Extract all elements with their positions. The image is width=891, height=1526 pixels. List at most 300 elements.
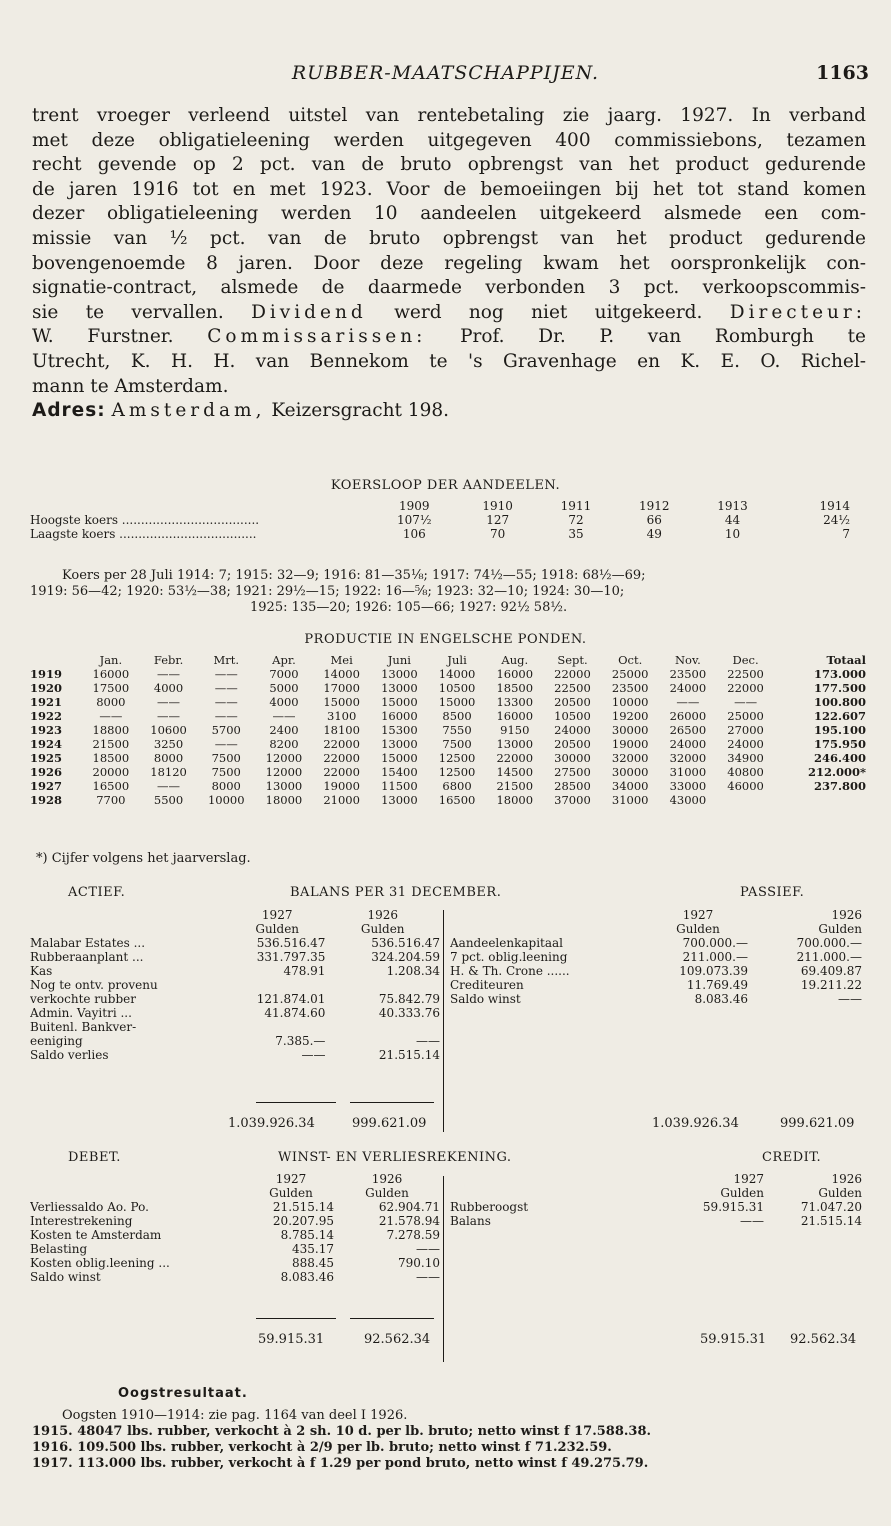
table-cell: 12000 (265, 765, 303, 779)
table-cell: 7700 (96, 793, 126, 807)
column-header: Sept. (557, 653, 588, 667)
table-cell: 20000 (92, 765, 130, 779)
ledger-label: Malabar Estates ... (30, 936, 146, 950)
column-header: Totaal (826, 653, 866, 667)
table-cell: 16000 (496, 667, 534, 681)
table-row (30, 681, 866, 695)
koers-note: Koers per 28 Juli 1914: 7; 1915: 32—9; 1916: 81—35⅛; 1917: 74½—55; 1918: 68½—69; (62, 568, 646, 583)
year-header: 1910 (482, 499, 513, 513)
table-cell: 10500 (554, 709, 591, 723)
ledger-label: Interestrekening (30, 1214, 133, 1228)
table-cell: 30000 (611, 765, 649, 779)
table-cell: 10500 (438, 681, 476, 695)
column-header: Mrt. (213, 653, 240, 667)
total-rule (350, 1102, 434, 1103)
table-cell: 195.100 (813, 723, 866, 737)
ledger-row (450, 1200, 862, 1214)
row-label: Hoogste koers .................................... (30, 513, 260, 527)
table-cell: 31000 (611, 793, 649, 807)
ledger-row (30, 1006, 440, 1020)
year-header: 1913 (717, 499, 748, 513)
table-cell: 5000 (269, 681, 299, 695)
table-cell: 17500 (92, 681, 130, 695)
table-cell: 37000 (554, 793, 591, 807)
ledger-value-1926: 324.204.59 (371, 950, 440, 964)
ledger-value-1926: —— (838, 992, 862, 1006)
table-cell: 16000 (92, 667, 130, 681)
column-header: Dec. (732, 653, 759, 667)
table-cell: —— (157, 695, 181, 709)
ledger-row (450, 936, 862, 950)
table-cell: 212.000* (807, 765, 866, 779)
ledger-value-1927: 41.874.60 (264, 1006, 326, 1020)
ledger-label: Buitenl. Bankver- (30, 1020, 137, 1034)
ledger-label: Verliessaldo Ao. Po. (30, 1200, 149, 1214)
ledger-label: Admin. Vayitri ... (30, 1006, 132, 1020)
ledger-value-1926: 21.515.14 (378, 1048, 440, 1062)
production-footnote: *) Cijfer volgens het jaarverslag. (36, 851, 251, 866)
ledger-label: Balans (450, 1214, 491, 1228)
table-cell (774, 793, 866, 807)
winst-right-label: CREDIT. (762, 1150, 822, 1165)
ledger-value-1927: 8.083.46 (694, 992, 748, 1006)
table-cell: 7500 (211, 751, 241, 765)
table-cell: 18000 (265, 793, 303, 807)
koersloop-title: KOERSLOOP DER AANDEELEN. (330, 478, 561, 493)
column-header: Oct. (618, 653, 643, 667)
koersloop-header-row (30, 499, 850, 513)
table-cell: 26500 (669, 723, 707, 737)
winst-total-1927-right: 59.915.31 (700, 1332, 767, 1347)
row-year: 1924 (30, 737, 63, 751)
row-year: 1920 (30, 681, 63, 695)
ledger-row (30, 950, 440, 964)
ledger-row (30, 1034, 440, 1048)
ledger-value-1926: —— (416, 1242, 440, 1256)
table-row (30, 737, 866, 751)
paragraph-line: W. Furstner. Commissarissen: Prof. Dr. P. van Romburgh te (32, 326, 866, 348)
table-cell: 14000 (323, 667, 360, 681)
table-cell: 24000 (669, 737, 707, 751)
ledger-value-1926: 7.278.59 (386, 1228, 440, 1242)
row-year: 1919 (30, 667, 63, 681)
koers-note: 1925: 135—20; 1926: 105—66; 1927: 92½ 58½. (250, 600, 568, 615)
table-cell: 22000 (323, 737, 360, 751)
table-cell: 2400 (269, 723, 299, 737)
ledger-value-1927: 109.073.39 (679, 964, 748, 978)
table-cell: 22000 (323, 765, 360, 779)
ledger-value-1927: 20.207.95 (272, 1214, 334, 1228)
ledger-value-1927: 11.769.49 (686, 978, 748, 992)
table-cell: —— (272, 709, 296, 723)
balans-passief-table: 1927 1926 Gulden Gulden Aandeelenkapitaal 700.000.— 700.000.— 7 pct. oblig.leening 211.000.— 211.000.— H. & Th. Crone ...... 109.073.39 69.409.87 Crediteuren 11.769.49 19.211.22 Saldo winst 8.083.46 —— (450, 908, 862, 1006)
row-year: 1928 (30, 793, 63, 807)
table-cell: 11500 (381, 779, 418, 793)
balans-total-1927-left: 1.039.926.34 (228, 1116, 315, 1131)
table-row (30, 695, 866, 709)
table-cell: 31000 (669, 765, 707, 779)
ledger-label: 7 pct. oblig.leening (450, 950, 568, 964)
ledger-label: verkochte rubber (30, 992, 136, 1006)
table-cell: 8000 (153, 751, 184, 765)
table-cell: 18800 (92, 723, 130, 737)
table-cell: 46000 (727, 779, 764, 793)
table-cell: 14000 (438, 667, 476, 681)
ledger-row (450, 964, 862, 978)
ledger-value-1927: 435.17 (292, 1242, 334, 1256)
oogst-line: 1916. 109.500 lbs. rubber, verkocht à 2/9 per lb. bruto; netto winst f 71.232.59. (32, 1440, 612, 1455)
production-header-row (30, 653, 866, 667)
ledger-row (30, 1270, 440, 1284)
address-label: Adres: (32, 400, 106, 422)
table-cell: 6800 (442, 779, 472, 793)
paragraph-line: met deze obligatieleening werden uitgegeven 400 commissiebons, tezamen (32, 129, 866, 151)
winst-total-1926-left: 92.562.34 (364, 1332, 431, 1347)
year-header: 1909 (398, 499, 430, 513)
ledger-label: Rubberoogst (450, 1200, 529, 1214)
balans-right-label: PASSIEF. (740, 885, 805, 900)
table-row (30, 779, 866, 793)
table-cell: 34000 (611, 779, 649, 793)
table-cell: 22000 (554, 667, 591, 681)
ledger-value-1926: 19.211.22 (800, 978, 862, 992)
ledger-label: Aandeelenkapitaal (450, 936, 564, 950)
table-cell: 175.950 (813, 737, 866, 751)
ledger-value-1926: —— (416, 1034, 440, 1048)
oogst-line: 1915. 48047 lbs. rubber, verkocht à 2 sh. 10 d. per lb. bruto; netto winst f 17.588.38. (32, 1424, 652, 1439)
table-cell: —— (157, 779, 181, 793)
ledger-value-1926: 700.000.— (796, 936, 862, 950)
table-cell: 5500 (153, 793, 184, 807)
table-cell: 7500 (211, 765, 241, 779)
ledger-row (30, 1256, 440, 1270)
table-cell: 27000 (727, 723, 764, 737)
row-year: 1922 (30, 709, 63, 723)
paragraph-line: missie van ½ pct. van de bruto opbrengst van het product gedurende (32, 227, 866, 249)
table-cell: 8000 (96, 695, 126, 709)
table-cell: 34900 (727, 751, 764, 765)
table-cell: —— (214, 695, 238, 709)
column-divider (443, 1176, 444, 1362)
table-cell: 43000 (669, 793, 707, 807)
koers-note: 1919: 56—42; 1920: 53½—38; 1921: 29½—15; 1922: 16—⅝; 1923: 32—10; 1924: 30—10; (30, 584, 625, 599)
table-cell: 15300 (381, 723, 418, 737)
ledger-label: Saldo verlies (30, 1048, 109, 1062)
paragraph-line: bovengenoemde 8 jaren. Door deze regeling kwam het oorspronkelijk con- (32, 252, 866, 274)
table-cell: 8500 (442, 709, 472, 723)
table-cell: —— (157, 709, 181, 723)
table-cell: 18000 (496, 793, 534, 807)
ledger-value-1926: 21.515.14 (800, 1214, 862, 1228)
table-row (30, 667, 866, 681)
column-header: Juni (387, 653, 411, 667)
ledger-value-1926: 71.047.20 (800, 1200, 862, 1214)
column-header: Apr. (272, 653, 296, 667)
ledger-label: Rubberaanplant ... (30, 950, 144, 964)
table-cell: 15000 (381, 695, 418, 709)
ledger-value-1926: 62.904.71 (378, 1200, 440, 1214)
balans-total-1926-right: 999.621.09 (780, 1116, 855, 1131)
ledger-value-1926: 75.842.79 (378, 992, 440, 1006)
ledger-label: Kosten oblig.leening ... (30, 1256, 170, 1270)
ledger-row (450, 992, 862, 1006)
table-cell: 25000 (727, 709, 764, 723)
address-line: Adres: Amsterdam, Keizersgracht 198. (32, 400, 450, 422)
table-cell: 7550 (442, 723, 472, 737)
table-cell: 15400 (381, 765, 418, 779)
oogst-line: 1917. 113.000 lbs. rubber, verkocht à f 1.29 per pond bruto, netto winst f 49.275.79. (32, 1456, 649, 1471)
table-cell: 40800 (727, 765, 764, 779)
row-year: 1923 (30, 723, 63, 737)
column-header: Mei (330, 653, 353, 667)
table-cell: 16000 (496, 709, 534, 723)
table-cell: 10000 (611, 695, 649, 709)
paragraph-line: signatie-contract, alsmede de daarmede verbonden 3 pct. verkoopscommis- (32, 277, 866, 299)
ledger-label: Nog te ontv. provenu (30, 978, 158, 992)
ledger-label: H. & Th. Crone ...... (450, 964, 570, 978)
table-cell: 21000 (323, 793, 360, 807)
ledger-value-1927: 700.000.— (682, 936, 748, 950)
table-cell: 13000 (381, 681, 418, 695)
table-cell: 13000 (381, 793, 418, 807)
table-cell: 18500 (92, 751, 130, 765)
ledger-value-1927: 59.915.31 (702, 1200, 764, 1214)
table-cell: 13000 (265, 779, 303, 793)
table-cell: 8000 (211, 779, 241, 793)
table-cell: 30000 (554, 751, 591, 765)
column-header: Juli (447, 653, 467, 667)
table-cell: 13000 (381, 737, 418, 751)
ledger-value-1926: 69.409.87 (800, 964, 862, 978)
paragraph-line: mann te Amsterdam. (32, 375, 229, 397)
table-cell: 7000 (269, 667, 299, 681)
table-cell: —— (99, 709, 123, 723)
table-cell: 15000 (381, 751, 418, 765)
ledger-value-1926 (325, 978, 440, 992)
table-cell: 14500 (496, 765, 534, 779)
table-cell: 23500 (611, 681, 649, 695)
ledger-row (30, 978, 440, 992)
table-cell: 16500 (92, 779, 130, 793)
ledger-value-1927: 8.785.14 (280, 1228, 334, 1242)
table-cell: 177.500 (813, 681, 866, 695)
year-header: 1912 (638, 499, 670, 513)
company-description (32, 104, 866, 424)
ledger-value-1927: 331.797.35 (256, 950, 326, 964)
ledger-value-1926: 790.10 (398, 1256, 440, 1270)
ledger-row (450, 950, 862, 964)
paragraph-line: trent vroeger verleend uitstel van rentebetaling zie jaarg. 1927. In verband (32, 105, 866, 126)
ledger-row (30, 1020, 440, 1034)
table-cell: 25000 (611, 667, 649, 681)
table-cell: —— (734, 695, 758, 709)
ledger-row (30, 992, 440, 1006)
ledger-label: Belasting (30, 1242, 88, 1256)
table-cell: 22000 (727, 681, 764, 695)
table-cell: 32000 (669, 751, 707, 765)
oogst-heading: Oogstresultaat. (118, 1386, 248, 1401)
table-cell: 18500 (496, 681, 534, 695)
winst-title: WINST- EN VERLIESREKENING. (278, 1150, 512, 1165)
table-cell: 173.000 (813, 667, 866, 681)
table-cell: 13300 (496, 695, 534, 709)
column-divider (443, 910, 444, 1132)
ledger-value-1926 (325, 1020, 440, 1034)
row-year: 1921 (30, 695, 63, 709)
productie-title: PRODUCTIE IN ENGELSCHE PONDEN. (304, 632, 587, 647)
table-cell: 16500 (438, 793, 476, 807)
debet-table: 1927 1926 Gulden Gulden Verliessaldo Ao. Po. 21.515.14 62.904.71 Interestrekening 20.207.95 21.578.94 Kosten te Amsterdam 8.785.14 7.278.59 Belasting 435.17 —— Kosten oblig.leening ... 888.45 790.10 Saldo winst 8.083.46 —— (30, 1172, 440, 1284)
table-row: Hoogste koers .................................... 107½ 127 72 66 44 24½ (30, 513, 850, 527)
table-cell: 15000 (438, 695, 476, 709)
ledger-row (30, 1242, 440, 1256)
table-row: Laagste koers .................................... 106 70 35 49 10 7 (30, 527, 850, 541)
table-row (30, 709, 866, 723)
ledger-value-1926: 21.578.94 (378, 1214, 440, 1228)
ledger-value-1926: —— (416, 1270, 440, 1284)
table-cell: 32000 (611, 751, 649, 765)
paragraph-line: recht gevende op 2 pct. van de bruto opbrengst van het product gedurende (32, 154, 866, 176)
winst-total-1927-left: 59.915.31 (258, 1332, 325, 1347)
ledger-row (30, 936, 440, 950)
table-cell: 9150 (500, 723, 530, 737)
ledger-label: Crediteuren (450, 978, 524, 992)
table-cell (717, 793, 775, 807)
table-cell: 24000 (669, 681, 707, 695)
commissioners-label: Commissarissen: (207, 326, 427, 348)
table-cell: 22500 (727, 667, 764, 681)
ledger-value-1926: 40.333.76 (378, 1006, 440, 1020)
paragraph-line: Utrecht, K. H. H. van Bennekom te 's Gravenhage en K. E. O. Richel- (32, 350, 866, 372)
dividend-label: Dividend (251, 301, 367, 323)
ledger-value-1927 (229, 1020, 325, 1034)
ledger-row (450, 978, 862, 992)
balans-total-1927-right: 1.039.926.34 (652, 1116, 739, 1131)
ledger-value-1927: —— (740, 1214, 764, 1228)
balans-actief-table: 1927 1926 Gulden Gulden Malabar Estates ... 536.516.47 536.516.47 Rubberaanplant ... 331.797.35 324.204.59 Kas 478.91 1.208.34 Nog te ontv. provenu verkochte rubber 121.874.01 75.842.79 Admin. Vayitri ... 41.874.60 40.333.76 Buitenl. Bankver- eeniging 7.385.— —— Saldo verlies —— 21.515.14 (30, 908, 440, 1062)
table-cell: 20500 (554, 695, 591, 709)
balans-total-1926-left: 999.621.09 (352, 1116, 427, 1131)
running-title: RUBBER-MAATSCHAPPIJEN. (291, 62, 600, 84)
ledger-value-1926: 211.000.— (796, 950, 862, 964)
table-cell: 18120 (150, 765, 187, 779)
table-cell: 13000 (381, 667, 418, 681)
table-cell: 8200 (269, 737, 299, 751)
ledger-label: Saldo winst (450, 992, 521, 1006)
winst-left-label: DEBET. (68, 1150, 121, 1165)
ledger-value-1926: 536.516.47 (371, 936, 440, 950)
column-header: Jan. (99, 653, 123, 667)
production-table (30, 653, 866, 807)
table-cell: 17000 (323, 681, 360, 695)
ledger-row (30, 1048, 440, 1062)
table-cell: 24000 (727, 737, 764, 751)
table-cell: 23500 (669, 667, 707, 681)
table-cell: 3100 (327, 709, 357, 723)
column-header: Nov. (674, 653, 701, 667)
ledger-value-1927: 888.45 (292, 1256, 334, 1270)
ledger-value-1927: 7.385.— (275, 1034, 326, 1048)
ledger-label: Kas (30, 964, 53, 978)
table-cell: —— (676, 695, 700, 709)
table-cell: —— (214, 681, 238, 695)
table-cell: 237.800 (813, 779, 866, 793)
table-cell: 22500 (554, 681, 591, 695)
table-cell: 19000 (611, 737, 649, 751)
row-label: Laagste koers .................................... (30, 527, 257, 541)
table-cell: 19000 (323, 779, 360, 793)
year-header: 1911 (560, 499, 592, 513)
table-row (30, 765, 866, 779)
ledger-value-1927: 211.000.— (682, 950, 748, 964)
table-cell: —— (214, 737, 238, 751)
total-rule (350, 1318, 434, 1319)
credit-table: 1927 1926 Gulden Gulden Rubberoogst 59.915.31 71.047.20 Balans —— 21.515.14 (450, 1172, 862, 1228)
table-cell: 20500 (554, 737, 591, 751)
ledger-label: eeniging (30, 1034, 83, 1048)
table-cell: 7500 (442, 737, 472, 751)
table-cell: 19200 (611, 709, 649, 723)
paragraph-line: de jaren 1916 tot en met 1923. Voor de bemoeiingen bij het tot stand komen (32, 178, 866, 200)
table-cell: 100.800 (813, 695, 866, 709)
table-cell: 30000 (611, 723, 649, 737)
balans-title: BALANS PER 31 DECEMBER. (290, 885, 502, 900)
paragraph-line: sie te vervallen. Dividend werd nog niet uitgekeerd. Directeur: (32, 301, 867, 323)
table-row (30, 751, 866, 765)
ledger-value-1927: 536.516.47 (256, 936, 326, 950)
table-row (30, 723, 866, 737)
table-cell: 122.607 (813, 709, 866, 723)
table-cell: 10600 (150, 723, 187, 737)
director-label: Directeur: (729, 301, 867, 323)
ledger-value-1927: 8.083.46 (280, 1270, 334, 1284)
total-rule (256, 1102, 336, 1103)
table-cell: 21500 (92, 737, 130, 751)
ledger-label: Kosten te Amsterdam (30, 1228, 162, 1242)
ledger-value-1926: 1.208.34 (386, 964, 440, 978)
table-cell: 12500 (438, 751, 476, 765)
row-year: 1925 (30, 751, 63, 765)
ledger-row (30, 964, 440, 978)
table-cell: —— (157, 667, 181, 681)
table-cell: 22000 (496, 751, 534, 765)
table-cell: 12000 (265, 751, 303, 765)
ledger-label: Saldo winst (30, 1270, 101, 1284)
table-cell: 4000 (269, 695, 299, 709)
table-cell: 13000 (496, 737, 534, 751)
ledger-value-1927 (229, 978, 325, 992)
table-cell: 28500 (554, 779, 591, 793)
table-cell: 26000 (669, 709, 707, 723)
table-cell: 15000 (323, 695, 360, 709)
table-cell: 18100 (323, 723, 360, 737)
winst-total-1926-right: 92.562.34 (790, 1332, 857, 1347)
ledger-value-1927: 121.874.01 (256, 992, 326, 1006)
table-cell: 3250 (153, 737, 184, 751)
ledger-value-1927: —— (301, 1048, 326, 1062)
table-cell: 27500 (554, 765, 591, 779)
ledger-row (30, 1200, 440, 1214)
balans-left-label: ACTIEF. (68, 885, 126, 900)
table-cell: 16000 (381, 709, 418, 723)
ledger-row (30, 1214, 440, 1228)
oogst-line: Oogsten 1910—1914: zie pag. 1164 van deel I 1926. (62, 1408, 408, 1423)
year-header: 1914 (819, 499, 850, 513)
column-header: Febr. (153, 653, 184, 667)
table-cell: —— (214, 709, 238, 723)
ledger-row (450, 1214, 862, 1228)
table-cell: 246.400 (813, 751, 866, 765)
